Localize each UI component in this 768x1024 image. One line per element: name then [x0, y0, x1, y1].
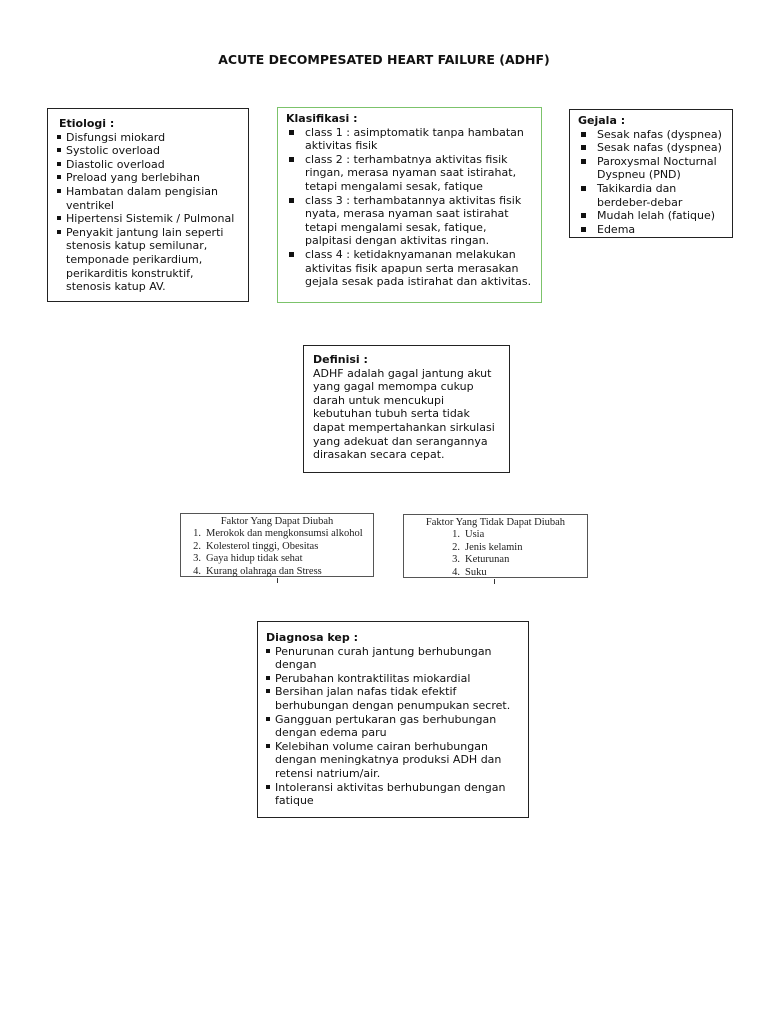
list-item: Takikardia dan berdeber-debar: [578, 182, 728, 209]
list-item: Penyakit jantung lain seperti stenosis katup semilunar, temponade perikardium, perikarditis konstruktif, stenosis katup AV.: [57, 226, 243, 294]
list-item: Edema: [578, 223, 728, 237]
list-item: Gangguan pertukaran gas berhubungan dengan edema paru: [266, 713, 522, 740]
list-item: Perubahan kontraktilitas miokardial: [266, 672, 522, 686]
list-item: Penurunan curah jantung berhubungan dengan: [266, 645, 522, 672]
list-item: 2. Jenis kelamin: [452, 541, 523, 553]
klasifikasi-list: [286, 126, 535, 289]
list-item: Sesak nafas (dyspnea): [578, 128, 728, 142]
list-item: 3. Gaya hidup tidak sehat: [193, 553, 303, 565]
list-item: class 4 : ketidaknyamanan melakukan aktivitas fisik apapun serta merasakan gejala sesak pada istirahat dan aktivitas.: [286, 248, 535, 289]
list-item: 1. Usia: [452, 529, 485, 541]
list-item: 4. Suku: [452, 566, 487, 578]
list-item: Diastolic overload: [57, 158, 243, 172]
faktor-tidak-dapat-diubah-heading: Faktor Yang Tidak Dapat Diubah: [425, 517, 566, 528]
list-item: Kelebihan volume cairan berhubungan dengan meningkatnya produksi ADH dan retensi natrium/air.: [266, 740, 522, 781]
list-item: Hambatan dalam pengisian ventrikel: [57, 185, 243, 212]
definisi-heading: Definisi :: [313, 353, 368, 366]
etiologi-heading: Etiologi :: [59, 117, 115, 130]
definisi-box: [303, 345, 510, 473]
list-item: 4. Kurang olahraga dan Stress: [193, 565, 322, 577]
faktor-tidak-dapat-diubah-table: [403, 514, 588, 578]
list-item: Preload yang berlebihan: [57, 171, 243, 185]
klasifikasi-box: [277, 107, 542, 303]
page-title: ACUTE DECOMPESATED HEART FAILURE (ADHF): [218, 52, 550, 67]
diagnosa-box: [257, 621, 529, 818]
etiologi-list: [57, 131, 243, 294]
list-item: Mudah lelah (fatique): [578, 209, 728, 223]
list-item: Paroxysmal Nocturnal Dyspneu (PND): [578, 155, 728, 182]
list-item: Bersihan jalan nafas tidak efektif berhubungan dengan penumpukan secret.: [266, 685, 522, 712]
list-item: Intoleransi aktivitas berhubungan dengan fatique: [266, 781, 522, 808]
list-item: 1. Merokok dan mengkonsumsi alkohol: [193, 528, 363, 540]
connector-tick: [277, 578, 278, 583]
klasifikasi-heading: Klasifikasi :: [286, 112, 358, 125]
etiologi-box: [47, 108, 249, 302]
definisi-text: ADHF adalah gagal jantung akut yang gagal memompa cukup darah untuk mencukupi kebutuhan tubuh serta tidak dapat mempertahankan sirkulasi yang adekuat dan serangannya dirasakan secara cepat.: [313, 366, 495, 462]
connector-tick: [494, 579, 495, 584]
faktor-dapat-diubah-heading: Faktor Yang Dapat Diubah: [220, 516, 334, 527]
gejala-heading: Gejala :: [578, 114, 626, 127]
faktor-tidak-dapat-diubah-list: [408, 529, 583, 579]
list-item: 2. Kolesterol tinggi, Obesitas: [193, 540, 319, 552]
list-item: Systolic overload: [57, 144, 243, 158]
gejala-list: [578, 128, 728, 237]
list-item: Sesak nafas (dyspnea): [578, 141, 728, 155]
faktor-dapat-diubah-table: [180, 513, 374, 577]
gejala-box: [569, 109, 733, 238]
list-item: 3. Keturunan: [452, 554, 510, 566]
list-item: class 2 : terhambatnya aktivitas fisik ringan, merasa nyaman saat istirahat, tetapi mengalami sesak, fatique: [286, 153, 535, 194]
list-item: class 1 : asimptomatik tanpa hambatan aktivitas fisik: [286, 126, 535, 153]
list-item: class 3 : terhambatannya aktivitas fisik nyata, merasa nyaman saat istirahat tetapi mengalami sesak, fatique, palpitasi dengan aktivitas ringan.: [286, 194, 535, 248]
diagnosa-list: [266, 645, 522, 808]
diagnosa-heading: Diagnosa kep :: [266, 631, 358, 644]
faktor-dapat-diubah-list: [185, 528, 369, 578]
list-item: Disfungsi miokard: [57, 131, 243, 145]
list-item: Hipertensi Sistemik / Pulmonal: [57, 212, 243, 226]
